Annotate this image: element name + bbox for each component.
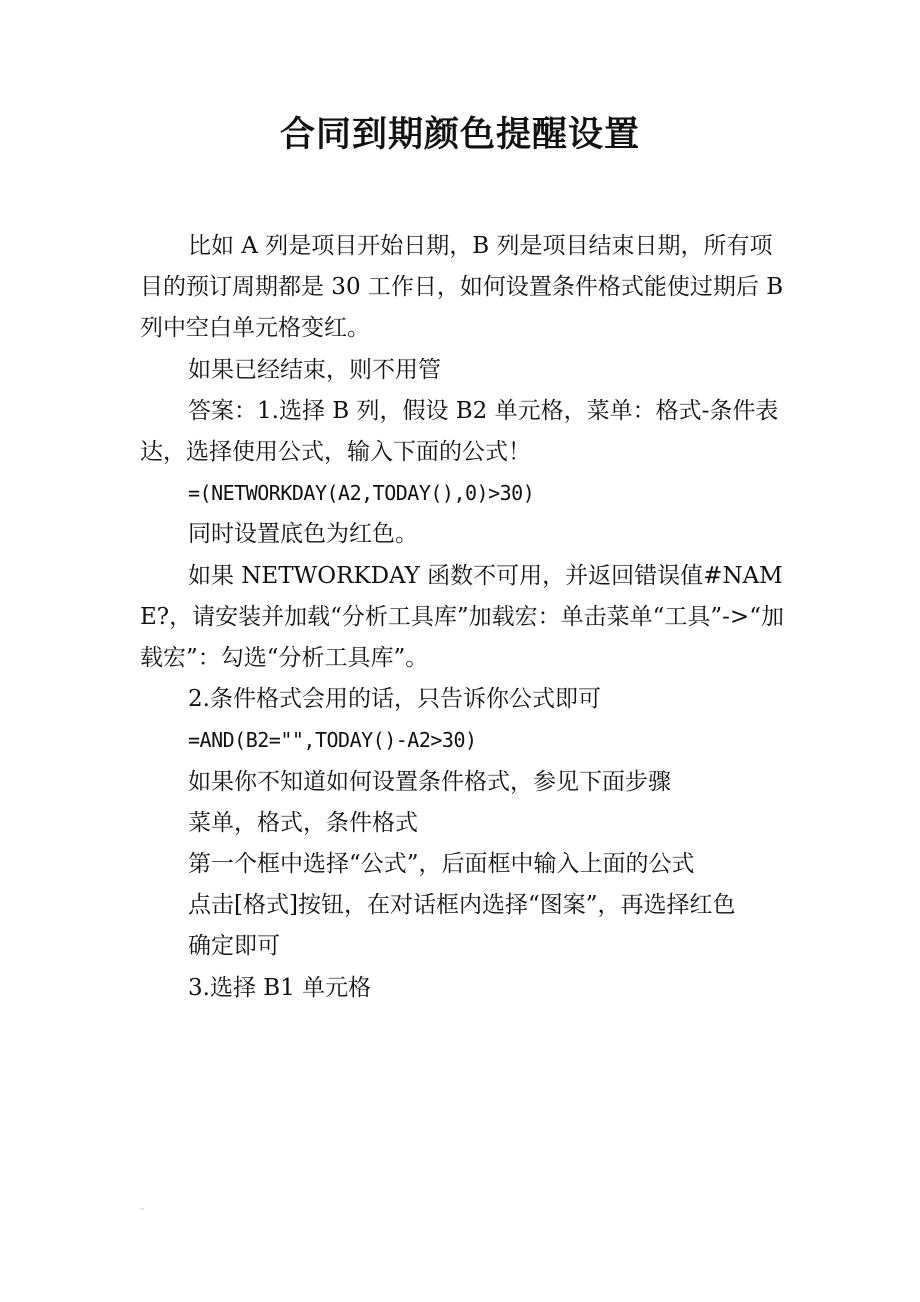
paragraph-note: 如果已经结束，则不用管 — [188, 356, 441, 383]
paragraph-steps-intro: 如果你不知道如何设置条件格式，参见下面步骤 — [188, 768, 671, 795]
paragraph-first-box: 第一个框中选择“公式”，后面框中输入上面的公式 — [188, 851, 695, 878]
paragraph-answer-step-2: 2.条件格式会用的话，只告诉你公式即可 — [188, 686, 601, 713]
paragraph-answer-step-1: 答案：1.选择 B 列，假设 B2 单元格，菜单：格式-条件表达，选择使用公式，输入下面的公式！ — [140, 397, 779, 466]
document-title: 合同到期颜色提醒设置 — [279, 114, 640, 155]
paragraph-confirm: 确定即可 — [188, 933, 280, 960]
paragraph-format-button: 点击[格式]按钮，在对话框内选择“图案”，再选择红色 — [188, 892, 736, 919]
paragraph-install-addin: 如果 NETWORKDAY 函数不可用，并返回错误值#NAME?，请安装并加载“分析工具库”加载宏：单击菜单“工具”->“加载宏”：勾选“分析工具库”。 — [140, 562, 784, 672]
document-body — [140, 226, 790, 1009]
paragraph-question: 比如 A 列是项目开始日期，B 列是项目结束日期，所有项目的预订周期都是 30 工作日，如何设置条件格式能使过期后 B 列中空白单元格变红。 — [140, 233, 784, 342]
paragraph-set-red: 同时设置底色为红色。 — [188, 521, 418, 548]
paragraph-answer-step-3: 3.选择 B1 单元格 — [188, 974, 372, 1001]
faint-dot-divider — [140, 1208, 144, 1210]
formula-and: =AND(B2="",TODAY()-A2>30) — [188, 728, 477, 753]
formula-networkday: =(NETWORKDAY(A2,TODAY(),0)>30) — [188, 481, 535, 506]
paragraph-menu-path: 菜单，格式，条件格式 — [188, 809, 418, 836]
